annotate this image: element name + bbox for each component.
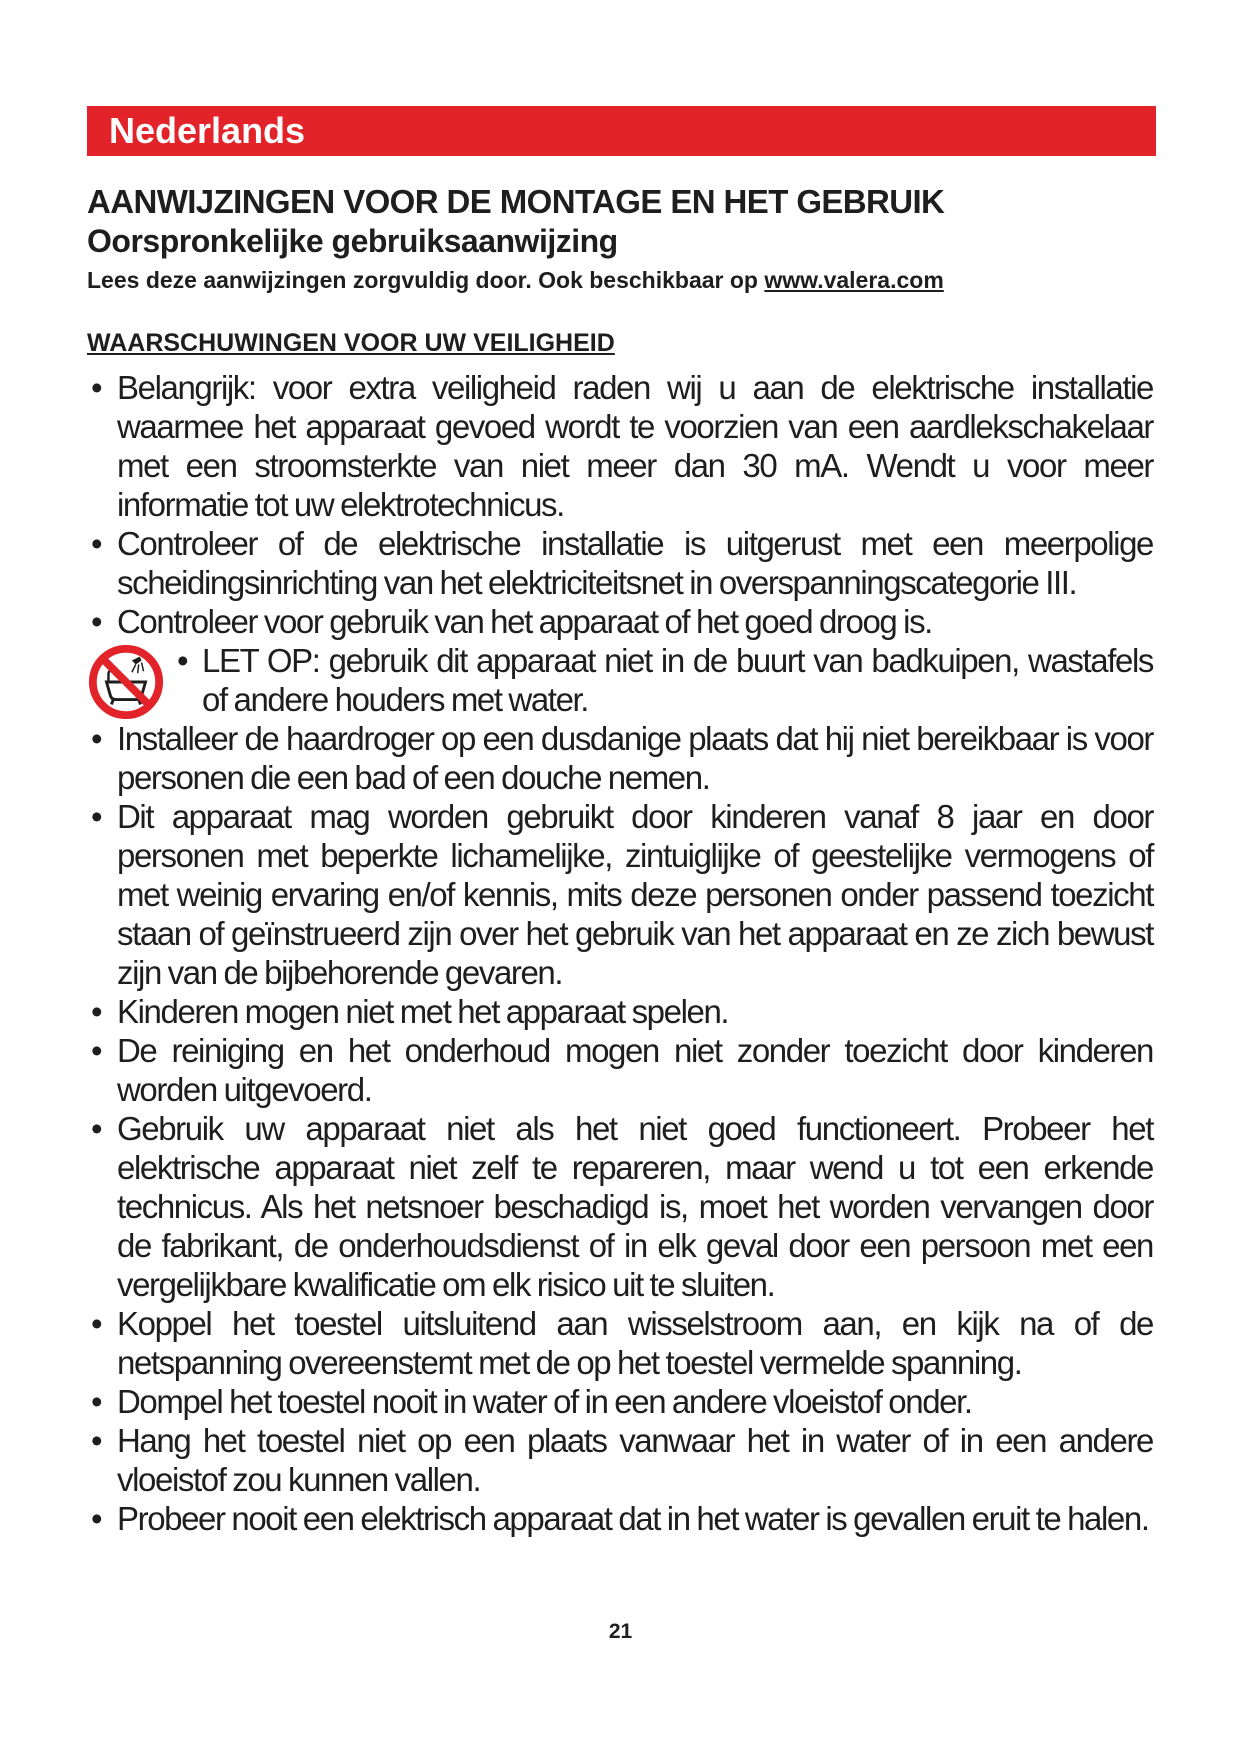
language-label: Nederlands [109,110,306,151]
list-item-text: Probeer nooit een elektrisch apparaat dat in het water is gevallen eruit te halen. [117,1500,1149,1537]
bullet: • [91,603,102,640]
bullet: • [91,1500,102,1537]
list-item-text: Controleer of de elektrische installatie is uitgerust met een meerpolige scheidingsinrichting van het elektriciteitsnet in overspanningscategorie III. [117,525,1153,601]
list-item [87,1031,1153,1109]
website-link[interactable]: www.valera.com [764,267,944,293]
list-item [87,524,1153,602]
list-item [87,719,1153,797]
page-subtitle: Oorspronkelijke gebruiksaanwijzing [87,223,618,259]
section-heading: WAARSCHUWINGEN VOOR UW VEILIGHEID [87,329,615,357]
list-item [87,1109,1153,1304]
list-item-text: De reiniging en het onderhoud mogen niet zonder toezicht door kinderen worden uitgevoerd. [117,1032,1153,1108]
list-item [87,797,1153,992]
safety-warning-list [87,368,1153,1538]
list-item [87,602,1153,641]
list-item-text: Controleer voor gebruik van het apparaat of het goed droog is. [117,603,932,640]
list-item [87,1382,1153,1421]
list-item-text: Gebruik uw apparaat niet als het niet goed functioneert. Probeer het elektrische apparaat niet zelf te repareren, maar wend u tot een erkende technicus. Als het netsnoer beschadigd is, moet het worden vervangen door de fabrikant, de onderhoudsdienst of in elk geval door een persoon met een vergelijkbare kwalificatie om elk risico uit te sluiten. [117,1110,1153,1303]
list-item [87,992,1153,1031]
list-item-text: LET OP: gebruik dit apparaat niet in de buurt van badkuipen, wastafels of andere houders met water. [202,642,1153,718]
bullet: • [91,1305,102,1342]
bullet: • [91,798,102,835]
page-title: AANWIJZINGEN VOOR DE MONTAGE EN HET GEBRUIK [87,183,945,220]
list-item [87,1421,1153,1499]
list-item [87,368,1153,524]
bullet: • [91,1110,102,1147]
page-number: 21 [608,1620,633,1643]
bullet: • [91,369,102,406]
no-bathtub-icon [87,643,165,721]
bullet: • [91,993,102,1030]
bullet: • [91,525,102,562]
bullet: • [91,1422,102,1459]
bullet: • [177,642,188,679]
list-item [87,1304,1153,1382]
list-item-text: Dit apparaat mag worden gebruikt door kinderen vanaf 8 jaar en door personen met beperkte lichamelijke, zintuiglijke of geestelijke vermogens of met weinig ervaring en/of kennis, mits deze personen onder passend toezicht staan of geïnstrueerd zijn over het gebruik van het apparaat en ze zich bewust zijn van de bijbehorende gevaren. [117,798,1153,991]
bullet: • [91,1383,102,1420]
bullet: • [91,1032,102,1069]
list-item-text: Koppel het toestel uitsluitend aan wisselstroom aan, en kijk na of de netspanning overeenstemt met de op het toestel vermelde spanning. [117,1305,1153,1381]
list-item-text: Hang het toestel niet op een plaats vanwaar het in water of in een andere vloeistof zou kunnen vallen. [117,1422,1153,1498]
list-item-warning [87,641,1153,719]
warning-text-block [177,641,1153,719]
list-item-text: Belangrijk: voor extra veiligheid raden wij u aan de elektrische installatie waarmee het apparaat gevoed wordt te voorzien van een aardlekschakelaar met een stroomsterkte van niet meer dan 30 mA. Wendt u voor meer informatie tot uw elektrotechnicus. [117,369,1153,523]
language-banner [87,106,1156,156]
intro-line [87,265,944,295]
list-item [87,1499,1153,1538]
intro-text: Lees deze aanwijzingen zorgvuldig door. Ook beschikbaar op [87,267,765,293]
list-item-text: Kinderen mogen niet met het apparaat spelen. [117,993,729,1030]
list-item-text: Dompel het toestel nooit in water of in een andere vloeistof onder. [117,1383,972,1420]
bullet: • [91,720,102,757]
list-item-text: Installeer de haardroger op een dusdanige plaats dat hij niet bereikbaar is voor personen die een bad of een douche nemen. [117,720,1153,796]
